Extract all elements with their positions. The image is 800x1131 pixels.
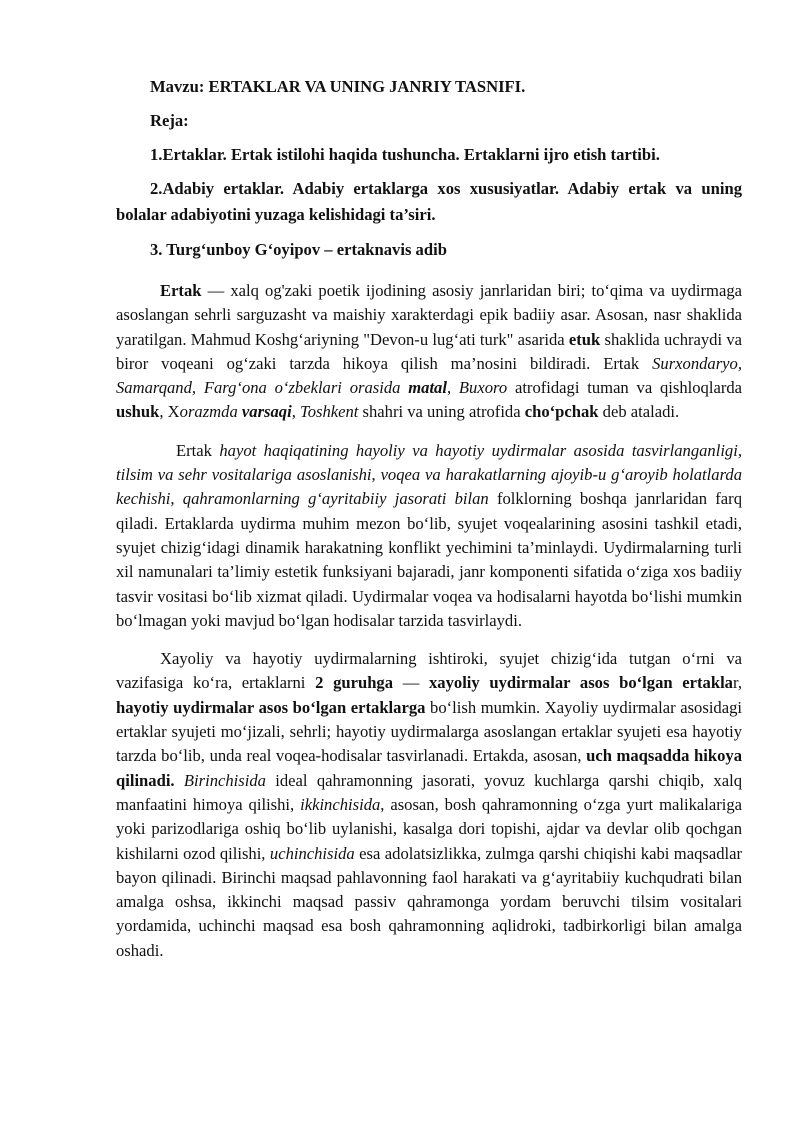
text-run: — bbox=[393, 673, 429, 693]
term-chopchak: cho‘pchak bbox=[524, 402, 599, 422]
italic-run: uchinchisida bbox=[269, 843, 355, 863]
italic-run: ikkinchisida bbox=[300, 794, 381, 814]
text-run: , asosan, bosh qahramonning o‘zga yurt malikalariga yoki parizodlariga oshiq bo‘lib uylanishi, kasalga dori topishi, ajdar va devlar olib qochgan kishilarni ozod qilishi, bbox=[116, 794, 743, 863]
bold-run: 2 guruhga bbox=[315, 673, 394, 693]
text-run: shaklida uchraydi va biror voqeani og‘zaki tarzda hikoya qilish ma’nosini bildiradi. Ertak bbox=[116, 329, 742, 373]
text-run bbox=[175, 771, 184, 790]
text-run: Ertak bbox=[176, 440, 220, 460]
text-run: , X bbox=[159, 402, 180, 422]
term-varsaqi: varsaqi bbox=[241, 402, 292, 422]
text-run: , bbox=[446, 378, 459, 398]
text-run: atrofidagi tuman va qishloqlarda bbox=[507, 378, 743, 398]
document-page bbox=[116, 74, 742, 977]
term-ushuk: ushuk bbox=[116, 402, 160, 422]
plan-item-3: 3. Turg‘unboy G‘oyipov – ertaknavis adib bbox=[150, 240, 447, 259]
paragraph-ertak-features bbox=[116, 439, 742, 633]
text-run: deb ataladi. bbox=[598, 402, 680, 422]
text-run: bo‘lish mumkin. Xayoliy uydirmalar asosidagi ertaklar syujeti mo‘jizali, sehrli; hayotiy uydirmalarga asoslangan ertaklar syujeti esa hayotiy tarzda bo‘lib, unda real voqea-hodisalar tasvirlanadi. Ertakda, asosan, bbox=[116, 697, 742, 766]
paragraph-ertak-definition bbox=[116, 279, 742, 425]
italic-xorazm: orazmda bbox=[179, 402, 238, 422]
plan-item-1: 1.Ertaklar. Ertak istilohi haqida tushuncha. Ertaklarni ijro etish tartibi. bbox=[150, 145, 660, 164]
text-run: ideal qahramonning jasorati, yovuz kuchlarga qarshi chiqib, xalq manfaatini himoya qilishi, bbox=[116, 770, 742, 814]
bold-run: xayoliy uydirmalar asos bo‘lgan ertakla bbox=[429, 673, 733, 693]
text-run: — xalq og'zaki poetik ijodining asosiy janrlaridan biri; to‘qima va uydirmaga asoslangan sehrli sarguzasht va maishiy xarakterdagi epik badiiy asar. Asosan, nasr shaklida yaratilgan. Mahmud Koshg‘ariyning "Devon-u lug‘ati turk" asarida bbox=[116, 281, 742, 349]
term-ertak: Ertak bbox=[160, 281, 202, 300]
italic-run: voqea va harakatlarning ajoyib-u g‘aroyib holatlarda kechishi, qahramonlarning g‘ayritabiiy jasorati bilan bbox=[116, 465, 743, 509]
italic-regions: Surxondaryo, Samarqand, Farg‘ona o‘zbeklari orasida bbox=[116, 353, 742, 398]
text-run: folklorning boshqa janrlaridan farq qiladi. Ertaklarda uydirma muhim mezon bo‘lib, syujet voqealarining asosini tashkil etadi, syujet chizig‘idagi dinamik harakatning konflikt yechimini ta’minlaydi. Uydirmalarning turli xil namunalari ta’limiy estetik funksiyani bajaradi, janr komponenti sifatida o‘ziga xos badiiy tasvir vositasi bo‘lib xizmat qiladi. Uydirmalar voqea va hodisalarni hayotda bo‘lishi mumkin bo‘lmagan yoki mavjud bo‘lgan hodisalar tarzida tasvirlaydi. bbox=[116, 489, 742, 630]
text-run: esa adolatsizlikka, zulmga qarshi chiqishi kabi maqsadlar bayon qilinadi. Birinchi maqsad pahlavonning faol harakati va g‘ayritabiiy kuchqudrati bilan amalga oshsa, ikkinchi maqsad passiv qahramonga yordam beruvchi tilsim vositalari yordamida, uchinchi maqsad esa bosh qahramonning aqlidroki, tadbirkorligi bilan amalga oshadi. bbox=[116, 843, 742, 960]
topic-heading: Mavzu: ERTAKLAR VA UNING JANRIY TASNIFI. bbox=[150, 77, 526, 96]
italic-run: hayot haqiqatining hayoliy va hayotiy uydirmalar asosida tasvirlanganligi, tilsim va sehr vositalariga asoslanishi bbox=[116, 440, 742, 485]
term-etuk: etuk bbox=[568, 329, 601, 349]
italic-toshkent: Toshkent bbox=[299, 402, 359, 422]
plan-item-2: 2.Adabiy ertaklar. Adabiy ertaklarga xos xususiyatlar. Adabiy ertak va uning bolalar adabiyotini yuzaga kelishidagi ta’siri. bbox=[116, 179, 742, 224]
italic-run: Birinchisida bbox=[183, 770, 266, 790]
text-run: , bbox=[291, 402, 300, 422]
bold-run: hayotiy uydirmalar asos bo‘lgan ertaklarga bbox=[116, 697, 426, 717]
text-run: , bbox=[371, 465, 381, 485]
text-run: shahri va uning atrofida bbox=[358, 402, 525, 422]
text-run: Xayoliy va hayotiy uydirmalarning ishtiroki, syujet chizig‘ida tutgan o‘rni va vazifasiga ko‘ra, ertaklarni bbox=[116, 649, 742, 693]
plan-label: Reja: bbox=[150, 111, 189, 130]
paragraph-ertak-groups bbox=[116, 647, 742, 963]
bold-run: uch maqsadda hikoya qilinadi. bbox=[116, 746, 742, 790]
term-matal: matal bbox=[408, 378, 447, 398]
text-run: r, bbox=[732, 673, 742, 693]
italic-buxoro: Buxoro bbox=[458, 378, 508, 398]
